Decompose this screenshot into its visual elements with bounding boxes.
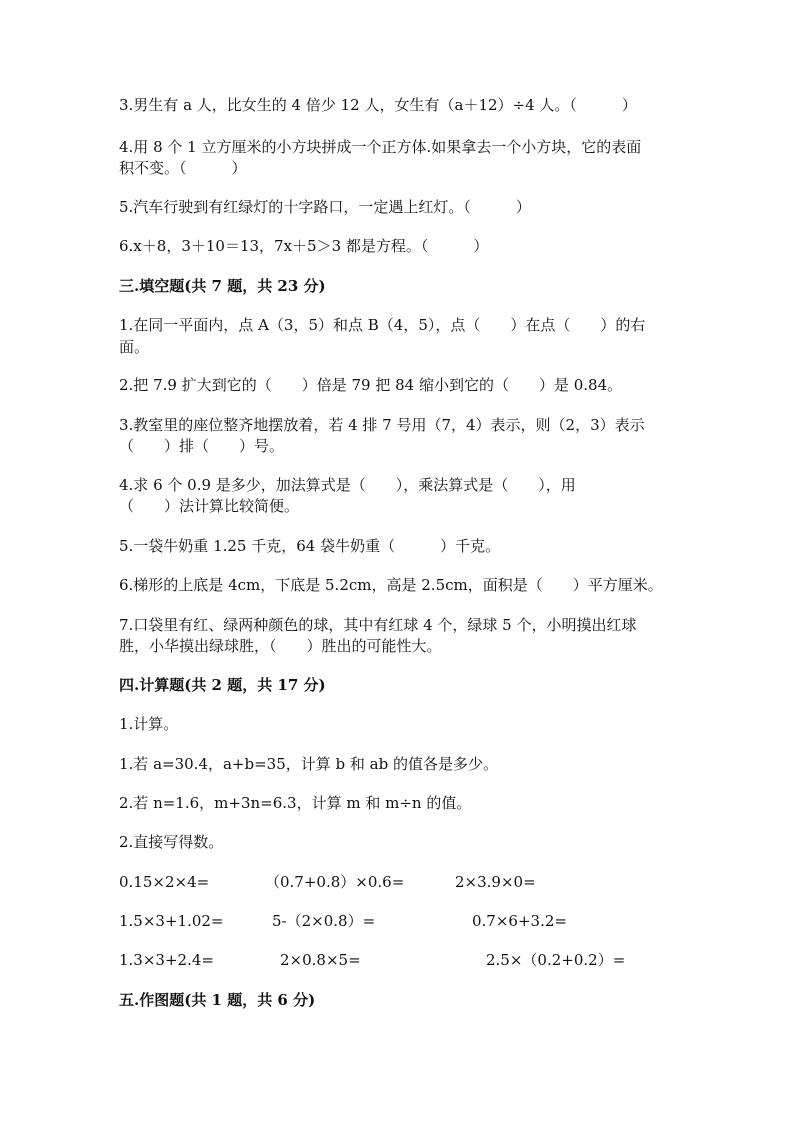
fill-question-3-line-2: （ ）排（ ）号。 xyxy=(119,437,285,455)
mental-math-r3-c2: 2×0.8×5= xyxy=(280,951,361,969)
judgement-question-3: 3.男生有 a 人，比女生的 4 倍少 12 人，女生有（a＋12）÷4 人。（ ） xyxy=(119,96,637,114)
judgement-question-4-line-2: 积不变。（ ） xyxy=(119,159,247,177)
section-5-title: 五.作图题(共 1 题，共 6 分) xyxy=(119,991,316,1009)
fill-question-6: 6.梯形的上底是 4cm，下底是 5.2cm，高是 2.5cm，面积是（ ）平方厘米。 xyxy=(119,576,663,594)
judgement-question-6: 6.x＋8，3＋10＝13，7x＋5＞3 都是方程。（ ） xyxy=(119,237,489,255)
calc-question-1-sub-1: 1.若 a=30.4，a+b=35，计算 b 和 ab 的值各是多少。 xyxy=(119,755,498,773)
calc-question-2: 2.直接写得数。 xyxy=(119,833,224,851)
judgement-question-5: 5.汽车行驶到有红绿灯的十字路口，一定遇上红灯。（ ） xyxy=(119,198,531,216)
fill-question-1-line-1: 1.在同一平面内，点 A（3，5）和点 B（4，5），点（ ）在点（ ）的右 xyxy=(119,316,646,334)
mental-math-r1-c3: 2×3.9×0= xyxy=(455,873,536,891)
fill-question-1-line-2: 面。 xyxy=(119,338,150,356)
mental-math-r3-c1: 1.3×3+2.4= xyxy=(119,951,214,969)
fill-question-5: 5.一袋牛奶重 1.25 千克，64 袋牛奶重（ ）千克。 xyxy=(119,537,501,555)
calc-question-1-sub-2: 2.若 n=1.6，m+3n=6.3，计算 m 和 m÷n 的值。 xyxy=(119,794,472,812)
fill-question-3-line-1: 3.教室里的座位整齐地摆放着，若 4 排 7 号用（7，4）表示，则（2，3）表示 xyxy=(119,416,645,434)
judgement-question-4-line-1: 4.用 8 个 1 立方厘米的小方块拼成一个正方体.如果拿去一个小方块，它的表面 xyxy=(119,138,642,156)
fill-question-7-line-2: 胜，小华摸出绿球胜，（ ）胜出的可能性大。 xyxy=(119,637,442,655)
section-4-title: 四.计算题(共 2 题，共 17 分) xyxy=(119,676,326,694)
mental-math-r2-c2: 5-（2×0.8）= xyxy=(272,912,376,930)
fill-question-7-line-1: 7.口袋里有红、绿两种颜色的球，其中有红球 4 个，绿球 5 个，小明摸出红球 xyxy=(119,616,637,634)
fill-question-4-line-1: 4.求 6 个 0.9 是多少，加法算式是（ ），乘法算式是（ ），用 xyxy=(119,476,576,494)
fill-question-2: 2.把 7.9 扩大到它的（ ）倍是 79 把 84 缩小到它的（ ）是 0.84。 xyxy=(119,376,623,394)
section-3-title: 三.填空题(共 7 题，共 23 分) xyxy=(119,277,326,295)
mental-math-r2-c3: 0.7×6+3.2= xyxy=(472,912,567,930)
mental-math-r1-c2: （0.7+0.8）×0.6= xyxy=(265,873,405,891)
fill-question-4-line-2: （ ）法计算比较简便。 xyxy=(119,497,300,515)
mental-math-r2-c1: 1.5×3+1.02= xyxy=(119,912,224,930)
mental-math-r1-c1: 0.15×2×4= xyxy=(119,873,210,891)
mental-math-r3-c3: 2.5×（0.2+0.2）= xyxy=(486,951,626,969)
calc-question-1: 1.计算。 xyxy=(119,715,179,733)
